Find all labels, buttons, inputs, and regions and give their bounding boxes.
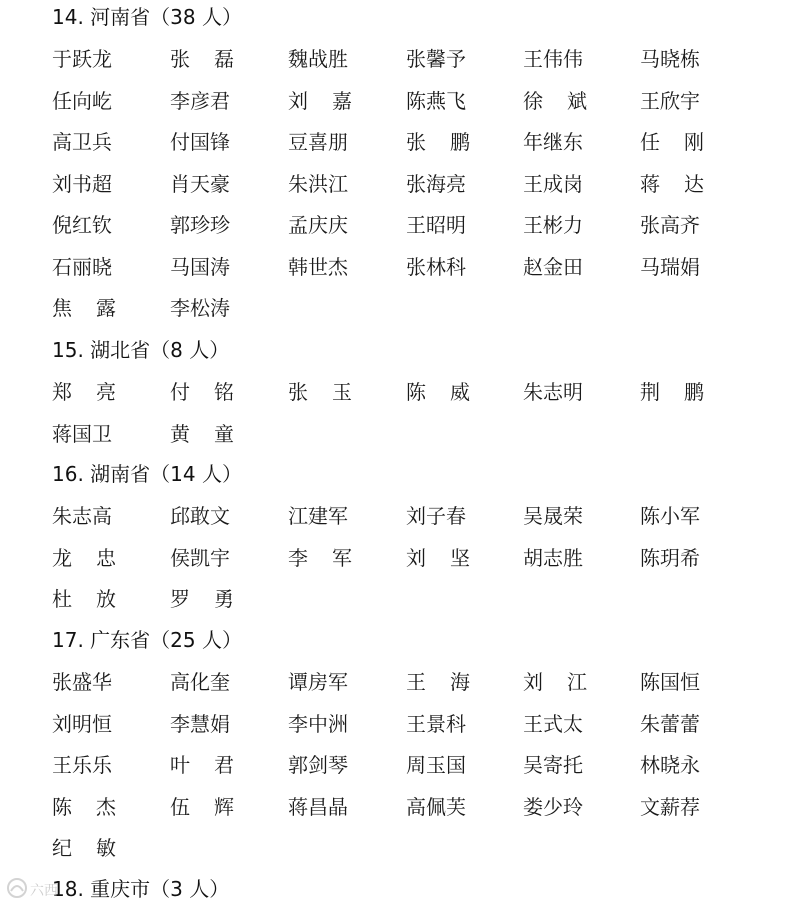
person-name: 王式太 xyxy=(523,712,583,736)
person-name: 蒋昌晶 xyxy=(288,795,348,819)
person-name: 王成岗 xyxy=(523,172,583,196)
person-name: 陈玥希 xyxy=(640,546,700,570)
person-name: 付国锋 xyxy=(170,130,230,154)
person-name: 付铭 xyxy=(170,380,234,404)
watermark xyxy=(4,875,94,905)
person-name: 吴寄托 xyxy=(523,753,583,777)
person-name: 林晓永 xyxy=(640,753,700,777)
person-name: 王欣宇 xyxy=(640,89,700,113)
person-name: 马瑞娟 xyxy=(640,255,700,279)
person-name: 石丽晓 xyxy=(52,255,112,279)
person-name: 朱志明 xyxy=(523,380,583,404)
person-name: 刘书超 xyxy=(52,172,112,196)
person-name: 王乐乐 xyxy=(52,753,112,777)
watermark-logo-icon xyxy=(4,875,30,901)
person-name: 王昭明 xyxy=(406,213,466,237)
person-name: 高化奎 xyxy=(170,670,230,694)
person-name: 焦露 xyxy=(52,296,116,320)
person-name: 张林科 xyxy=(406,255,466,279)
person-name: 王伟伟 xyxy=(523,47,583,71)
person-name: 张馨予 xyxy=(406,47,466,71)
person-name: 娄少玲 xyxy=(523,795,583,819)
person-name: 邱敢文 xyxy=(170,504,230,528)
person-name: 张海亮 xyxy=(406,172,466,196)
person-name: 文薪荐 xyxy=(640,795,700,819)
person-name: 蒋达 xyxy=(640,172,704,196)
person-name: 任刚 xyxy=(640,130,704,154)
person-name: 马晓栋 xyxy=(640,47,700,71)
person-name: 马国涛 xyxy=(170,255,230,279)
person-name: 倪红钦 xyxy=(52,213,112,237)
person-name: 李军 xyxy=(288,546,352,570)
person-name: 陈杰 xyxy=(52,795,116,819)
person-name: 刘坚 xyxy=(406,546,470,570)
person-name: 李慧娟 xyxy=(170,712,230,736)
person-name: 伍辉 xyxy=(170,795,234,819)
person-name: 王海 xyxy=(406,670,470,694)
person-name: 郑亮 xyxy=(52,380,116,404)
person-name: 李中洲 xyxy=(288,712,348,736)
person-name: 荆鹏 xyxy=(640,380,704,404)
person-name: 谭房军 xyxy=(288,670,348,694)
person-name: 郭珍珍 xyxy=(170,213,230,237)
person-name: 张盛华 xyxy=(52,670,112,694)
person-name: 徐斌 xyxy=(523,89,587,113)
person-name: 李彦君 xyxy=(170,89,230,113)
section-title: 16. 湖南省（14 人） xyxy=(52,462,242,486)
person-name: 杜放 xyxy=(52,587,116,611)
person-name: 赵金田 xyxy=(523,255,583,279)
section-title: 15. 湖北省（8 人） xyxy=(52,338,230,362)
person-name: 江建军 xyxy=(288,504,348,528)
person-name: 朱志高 xyxy=(52,504,112,528)
person-name: 侯凯宇 xyxy=(170,546,230,570)
person-name: 纪敏 xyxy=(52,836,116,860)
person-name: 蒋国卫 xyxy=(52,422,112,446)
person-name: 于跃龙 xyxy=(52,47,112,71)
person-name: 高佩芙 xyxy=(406,795,466,819)
person-name: 豆喜朋 xyxy=(288,130,348,154)
person-name: 张玉 xyxy=(288,380,352,404)
person-name: 陈威 xyxy=(406,380,470,404)
person-name: 胡志胜 xyxy=(523,546,583,570)
person-name: 李松涛 xyxy=(170,296,230,320)
person-name: 刘嘉 xyxy=(288,89,352,113)
person-name: 魏战胜 xyxy=(288,47,348,71)
person-name: 郭剑琴 xyxy=(288,753,348,777)
person-name: 朱蕾蕾 xyxy=(640,712,700,736)
person-name: 陈小军 xyxy=(640,504,700,528)
person-name: 高卫兵 xyxy=(52,130,112,154)
person-name: 叶君 xyxy=(170,753,234,777)
person-name: 王景科 xyxy=(406,712,466,736)
person-name: 年继东 xyxy=(523,130,583,154)
person-name: 罗勇 xyxy=(170,587,234,611)
person-name: 张高齐 xyxy=(640,213,700,237)
person-name: 吴晟荣 xyxy=(523,504,583,528)
person-name: 肖天豪 xyxy=(170,172,230,196)
person-name: 陈国恒 xyxy=(640,670,700,694)
section-title: 14. 河南省（38 人） xyxy=(52,5,242,29)
person-name: 刘子春 xyxy=(406,504,466,528)
watermark-text: 六西 xyxy=(30,883,58,899)
person-name: 刘江 xyxy=(523,670,587,694)
person-name: 龙忠 xyxy=(52,546,116,570)
person-name: 任向屹 xyxy=(52,89,112,113)
person-name: 张鹏 xyxy=(406,130,470,154)
person-name: 孟庆庆 xyxy=(288,213,348,237)
person-name: 黄童 xyxy=(170,422,234,446)
section-title: 17. 广东省（25 人） xyxy=(52,628,242,652)
person-name: 周玉国 xyxy=(406,753,466,777)
section-title: 18. 重庆市（3 人） xyxy=(52,877,230,901)
person-name: 刘明恒 xyxy=(52,712,112,736)
person-name: 韩世杰 xyxy=(288,255,348,279)
person-name: 张磊 xyxy=(170,47,234,71)
person-name: 朱洪江 xyxy=(288,172,348,196)
person-name: 陈燕飞 xyxy=(406,89,466,113)
person-name: 王彬力 xyxy=(523,213,583,237)
